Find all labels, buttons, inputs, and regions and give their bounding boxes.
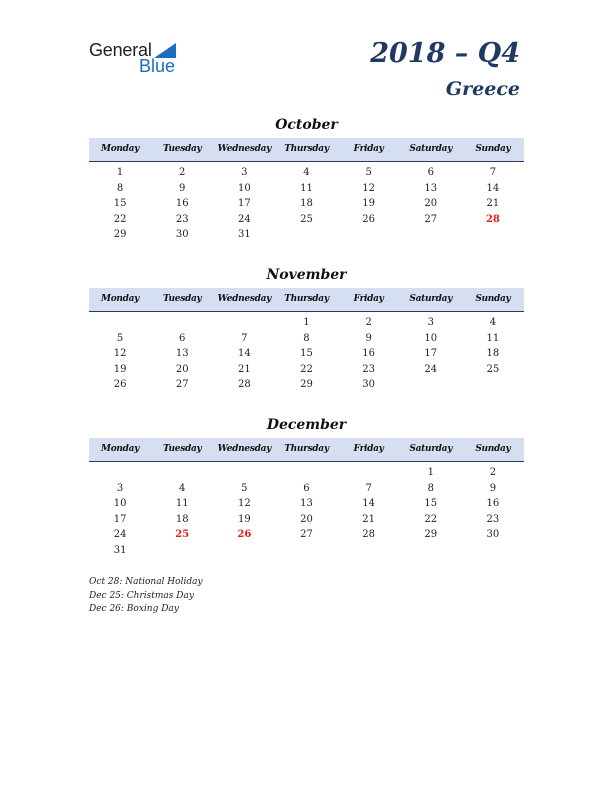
day-cell: 3 xyxy=(241,167,248,178)
week-row xyxy=(89,527,524,543)
day-cell: 3 xyxy=(116,482,124,494)
weekday-label: Tuesday xyxy=(162,444,202,454)
holiday-day-cell: 25 xyxy=(175,529,190,540)
weekday-label: Monday xyxy=(101,144,140,154)
day-cell xyxy=(151,465,213,481)
weekday-label: Saturday xyxy=(409,294,453,304)
day-cell: 4 xyxy=(489,317,497,328)
weekday-label: Wednesday xyxy=(217,144,272,154)
day-cell xyxy=(151,543,213,559)
day-cell: 14 xyxy=(237,348,251,359)
day-cell: 16 xyxy=(175,198,189,209)
day-cell xyxy=(338,227,400,243)
week-row xyxy=(89,543,524,559)
day-cell: 5 xyxy=(241,482,248,494)
day-cell: 26 xyxy=(113,379,127,390)
week-row xyxy=(89,227,524,243)
weekday-label: Saturday xyxy=(409,444,453,454)
day-cell xyxy=(400,227,462,243)
weekday-header-row xyxy=(89,438,524,462)
weekday-label: Thursday xyxy=(284,294,329,304)
day-cell: 10 xyxy=(424,332,438,344)
holiday-day-cell: 26 xyxy=(237,529,252,540)
day-cell: 10 xyxy=(113,498,127,509)
day-cell xyxy=(462,227,524,243)
day-cell: 4 xyxy=(303,167,310,178)
day-cell: 4 xyxy=(179,482,186,494)
weeks-grid xyxy=(89,462,524,558)
day-cell: 3 xyxy=(427,317,434,328)
day-cell xyxy=(213,543,275,559)
day-cell xyxy=(275,465,337,481)
day-cell: 26 xyxy=(362,213,375,225)
day-cell: 19 xyxy=(113,363,127,375)
day-cell: 13 xyxy=(175,348,189,359)
day-cell xyxy=(89,315,151,331)
day-cell: 25 xyxy=(486,363,500,375)
day-cell: 17 xyxy=(424,348,438,359)
month-2 xyxy=(89,415,524,558)
day-cell: 6 xyxy=(179,332,186,344)
day-cell: 7 xyxy=(241,332,248,344)
day-cell: 28 xyxy=(362,529,375,540)
day-cell: 31 xyxy=(113,544,127,556)
page-title: 2018 – Q4 xyxy=(370,38,520,69)
day-cell: 1 xyxy=(427,467,434,478)
day-cell: 23 xyxy=(175,213,189,225)
day-cell: 30 xyxy=(486,529,500,540)
day-cell: 31 xyxy=(237,229,251,240)
day-cell: 28 xyxy=(237,379,251,390)
weekday-label: Sunday xyxy=(475,444,511,454)
day-cell: 17 xyxy=(113,513,127,525)
day-cell: 1 xyxy=(303,317,310,328)
week-row xyxy=(89,346,524,362)
day-cell: 22 xyxy=(424,513,438,525)
weekday-label: Saturday xyxy=(409,144,453,154)
week-row xyxy=(89,496,524,512)
day-cell: 21 xyxy=(362,513,375,525)
day-cell: 25 xyxy=(300,213,313,225)
weekday-label: Monday xyxy=(101,294,140,304)
week-row xyxy=(89,362,524,378)
weekday-header-row xyxy=(89,138,524,162)
day-cell: 8 xyxy=(116,182,124,194)
week-row xyxy=(89,512,524,528)
day-cell: 19 xyxy=(237,513,251,525)
day-cell: 11 xyxy=(175,498,189,509)
day-cell: 13 xyxy=(300,498,313,509)
week-row xyxy=(89,196,524,212)
week-row xyxy=(89,377,524,393)
day-cell: 16 xyxy=(486,498,500,509)
day-cell xyxy=(275,227,337,243)
holiday-day-cell: 28 xyxy=(485,213,500,225)
day-cell: 12 xyxy=(237,498,251,509)
day-cell: 29 xyxy=(424,529,438,540)
day-cell: 30 xyxy=(362,379,375,390)
day-cell: 24 xyxy=(237,213,251,225)
day-cell: 22 xyxy=(300,363,313,375)
day-cell: 2 xyxy=(365,317,372,328)
day-cell: 11 xyxy=(486,332,500,344)
weekday-label: Friday xyxy=(353,444,384,454)
logo-general-text: General xyxy=(89,40,152,60)
day-cell: 13 xyxy=(424,182,438,194)
day-cell: 12 xyxy=(362,182,375,194)
logo-blue-text: Blue xyxy=(139,56,176,76)
month-title: December xyxy=(266,417,347,433)
day-cell: 19 xyxy=(362,198,375,209)
day-cell: 29 xyxy=(300,379,313,390)
day-cell xyxy=(151,315,213,331)
day-cell: 17 xyxy=(237,198,251,209)
day-cell: 23 xyxy=(362,363,375,375)
day-cell: 27 xyxy=(300,529,313,540)
day-cell xyxy=(338,543,400,559)
weekday-label: Wednesday xyxy=(217,444,272,454)
weekday-label: Sunday xyxy=(475,144,511,154)
day-cell: 15 xyxy=(113,198,127,209)
day-cell: 27 xyxy=(424,213,438,225)
day-cell: 5 xyxy=(365,167,372,178)
day-cell: 24 xyxy=(113,529,127,540)
month-0 xyxy=(89,115,524,243)
day-cell: 7 xyxy=(489,167,497,178)
day-cell: 2 xyxy=(179,167,186,178)
holiday-note: Dec 25: Christmas Day xyxy=(89,590,194,601)
day-cell xyxy=(400,377,462,393)
day-cell: 16 xyxy=(362,348,375,359)
day-cell: 11 xyxy=(300,182,313,194)
day-cell: 8 xyxy=(427,482,434,494)
month-title: October xyxy=(275,117,338,133)
holiday-notes xyxy=(89,576,389,617)
day-cell: 8 xyxy=(303,332,310,344)
day-cell xyxy=(338,465,400,481)
day-cell xyxy=(275,543,337,559)
day-cell xyxy=(89,465,151,481)
day-cell: 15 xyxy=(424,498,438,509)
week-row xyxy=(89,465,524,481)
weekday-label: Monday xyxy=(101,444,140,454)
week-row xyxy=(89,331,524,347)
day-cell: 9 xyxy=(179,182,186,194)
weekday-label: Thursday xyxy=(284,444,329,454)
day-cell: 20 xyxy=(175,363,189,375)
day-cell: 23 xyxy=(486,513,500,525)
weekday-label: Friday xyxy=(353,144,384,154)
day-cell xyxy=(213,315,275,331)
day-cell: 24 xyxy=(424,363,438,375)
weeks-grid xyxy=(89,312,524,393)
week-row xyxy=(89,181,524,197)
generalblue-logo xyxy=(89,40,189,76)
week-row xyxy=(89,165,524,181)
weekday-label: Tuesday xyxy=(162,144,202,154)
day-cell: 2 xyxy=(489,467,497,478)
day-cell: 7 xyxy=(365,482,372,494)
weekday-label: Tuesday xyxy=(162,294,202,304)
weeks-grid xyxy=(89,162,524,243)
weekday-label: Friday xyxy=(353,294,384,304)
day-cell: 12 xyxy=(113,348,127,359)
weekday-label: Thursday xyxy=(284,144,329,154)
day-cell: 6 xyxy=(303,482,310,494)
day-cell: 10 xyxy=(237,182,251,194)
weekday-header-row xyxy=(89,288,524,312)
day-cell: 22 xyxy=(113,213,127,225)
day-cell xyxy=(462,543,524,559)
day-cell: 5 xyxy=(116,332,124,344)
week-row xyxy=(89,481,524,497)
day-cell: 30 xyxy=(175,229,189,240)
day-cell: 14 xyxy=(486,182,500,194)
day-cell: 21 xyxy=(237,363,251,375)
day-cell: 20 xyxy=(424,198,438,209)
day-cell xyxy=(213,465,275,481)
day-cell: 1 xyxy=(116,167,124,178)
day-cell: 27 xyxy=(175,379,189,390)
week-row xyxy=(89,212,524,228)
country-subtitle: Greece xyxy=(445,78,520,100)
day-cell: 29 xyxy=(113,229,127,240)
day-cell: 15 xyxy=(300,348,313,359)
day-cell: 9 xyxy=(489,482,497,494)
day-cell: 20 xyxy=(300,513,313,525)
day-cell: 18 xyxy=(300,198,313,209)
day-cell: 21 xyxy=(486,198,500,209)
day-cell: 6 xyxy=(427,167,434,178)
holiday-note: Dec 26: Boxing Day xyxy=(89,604,179,614)
weekday-label: Sunday xyxy=(475,294,511,304)
weekday-label: Wednesday xyxy=(217,294,272,304)
day-cell xyxy=(400,543,462,559)
week-row xyxy=(89,315,524,331)
day-cell: 18 xyxy=(175,513,189,525)
month-1 xyxy=(89,265,524,393)
month-title: November xyxy=(266,267,347,283)
day-cell: 14 xyxy=(362,498,375,509)
day-cell: 9 xyxy=(365,332,372,344)
day-cell xyxy=(462,377,524,393)
holiday-note: Oct 28: National Holiday xyxy=(89,577,203,587)
day-cell: 18 xyxy=(486,348,500,359)
